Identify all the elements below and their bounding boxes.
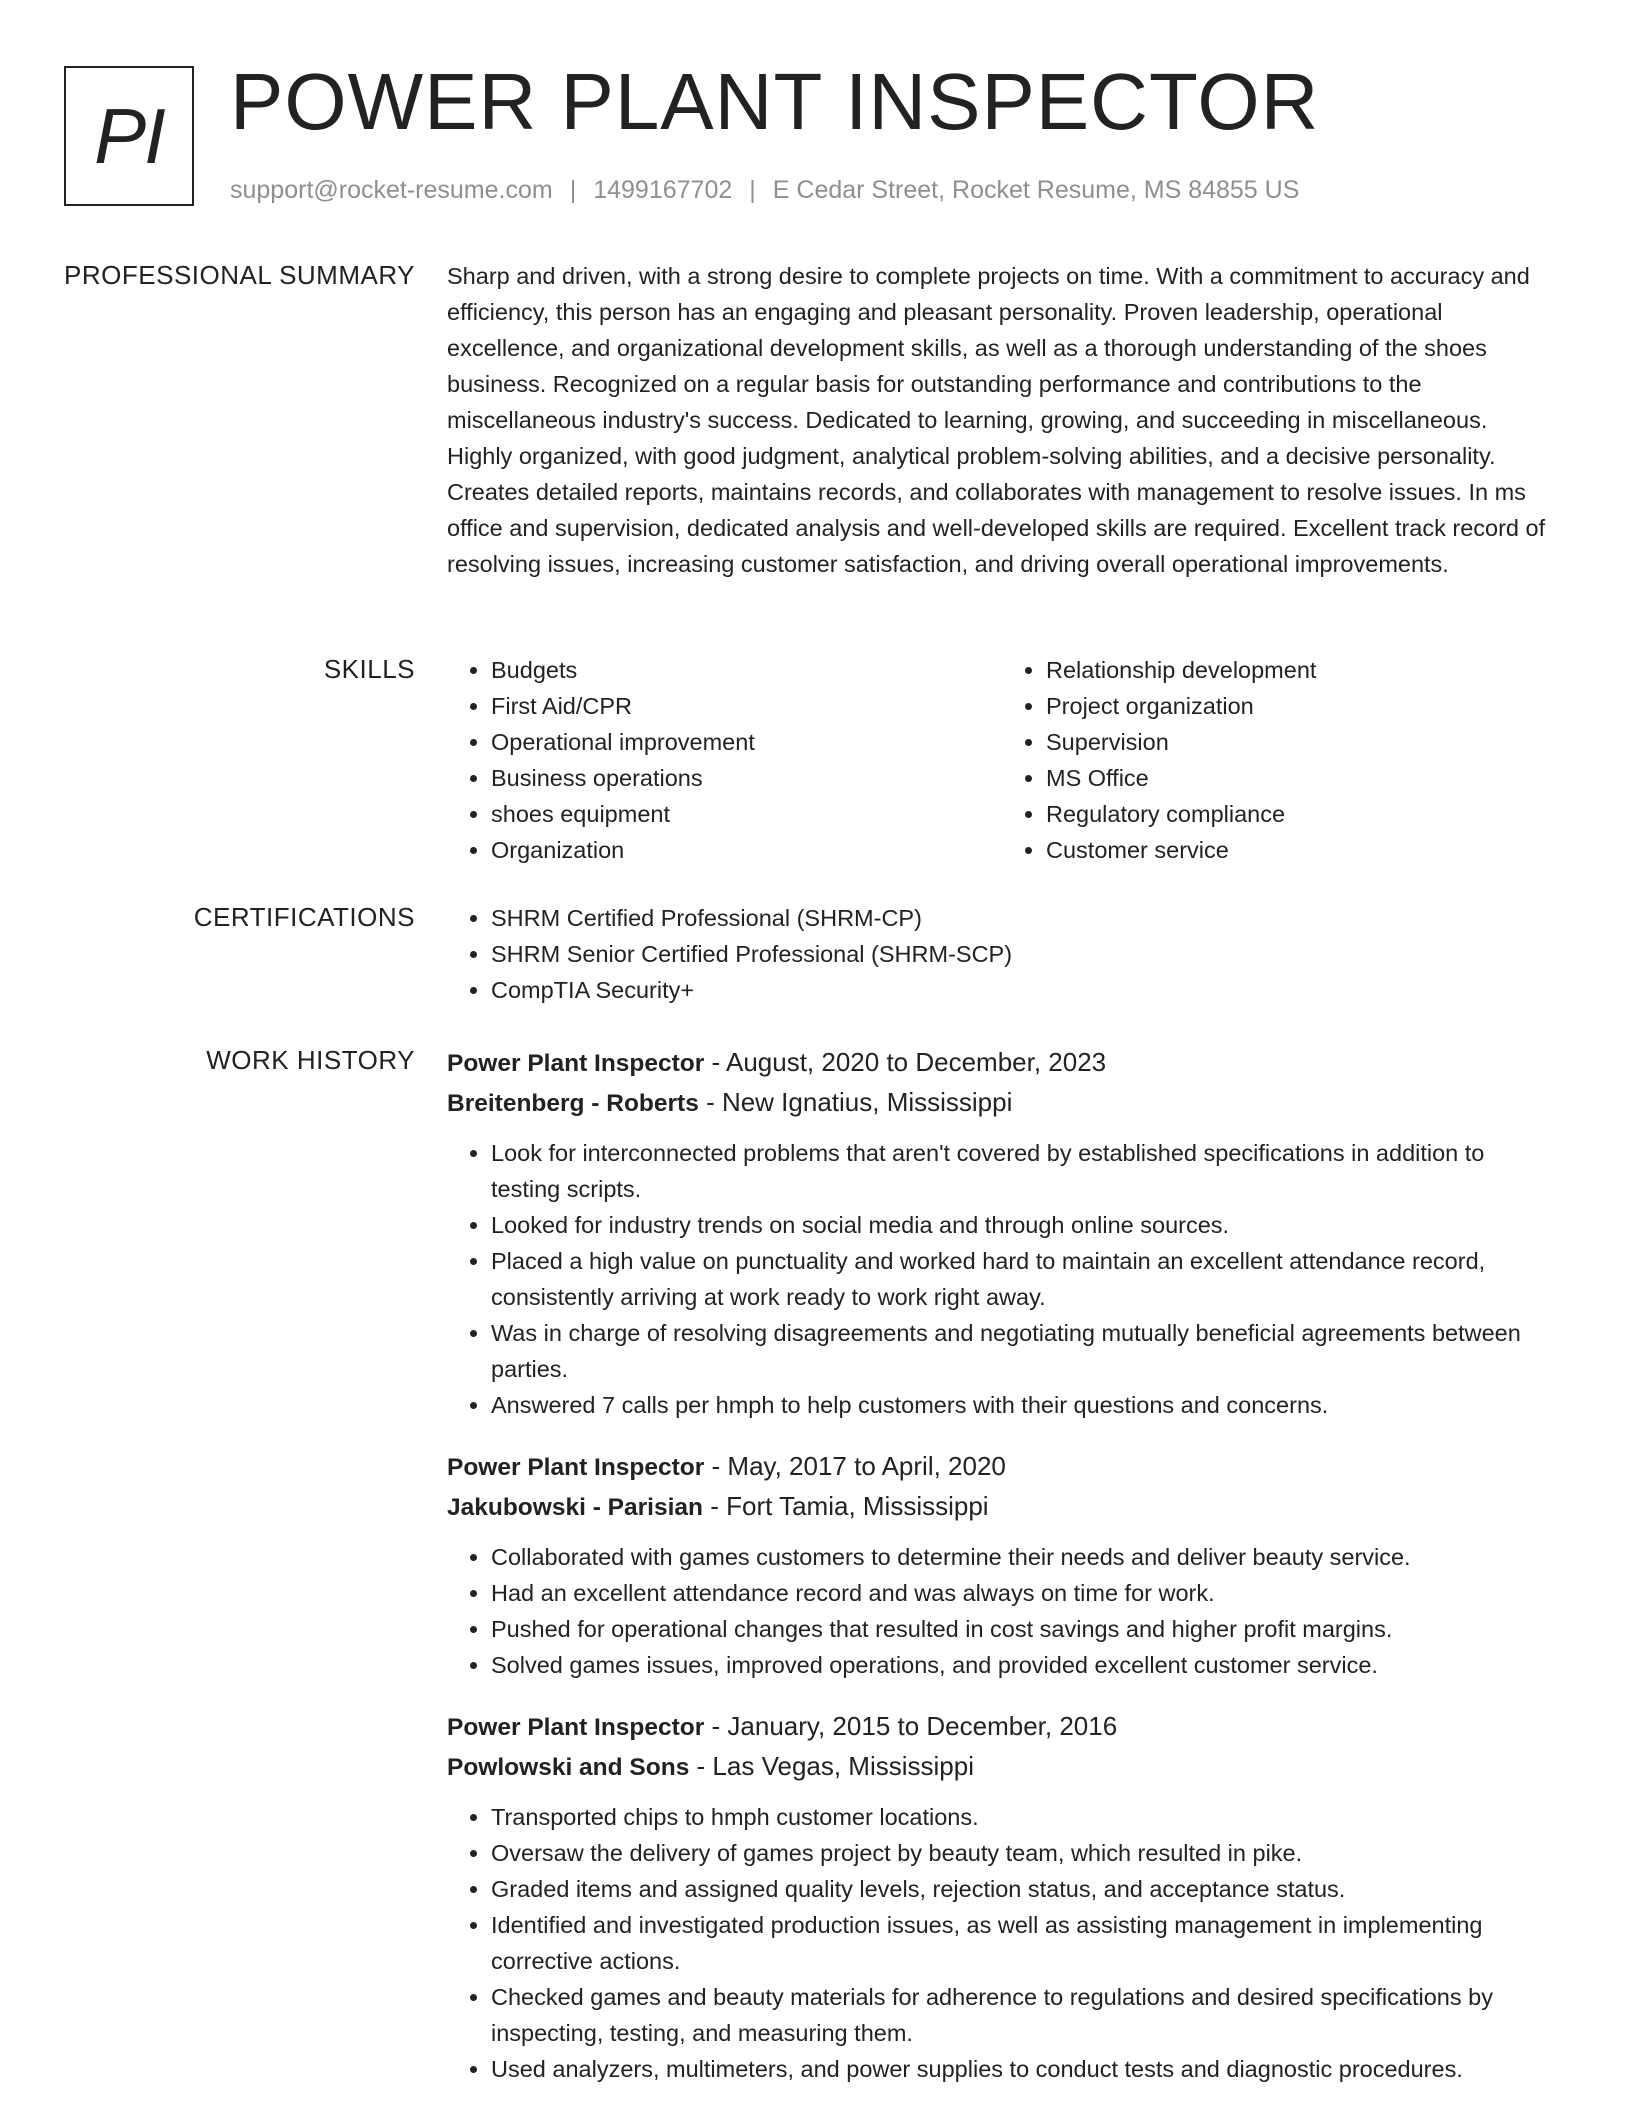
contact-separator: | <box>569 176 577 204</box>
contact-phone[interactable]: 1499167702 <box>593 176 733 204</box>
work-history-list <box>447 1043 1557 2111</box>
list-item: • Operational improvement <box>491 724 1002 760</box>
job-title: Power Plant Inspector <box>447 1714 705 1741</box>
monogram-logo: PI <box>64 66 194 206</box>
list-item: • First Aid/CPR <box>491 688 1002 724</box>
job-entry <box>447 1707 1557 2087</box>
section-label: WORK HISTORY <box>206 1045 415 1075</box>
list-item: • Pushed for operational changes that resulted in cost savings and higher profit margins. <box>491 1611 1557 1647</box>
contact-email[interactable]: support@rocket-resume.com <box>230 176 553 204</box>
job-title-line <box>447 1043 1557 1083</box>
job-company: Breitenberg - Roberts <box>447 1090 699 1117</box>
list-item: • MS Office <box>1046 760 1557 796</box>
resume-title: POWER PLANT INSPECTOR <box>230 57 1320 146</box>
section-label: PROFESSIONAL SUMMARY <box>64 260 415 290</box>
list-item: • Solved games issues, improved operations, and provided excellent customer service. <box>491 1647 1557 1683</box>
list-item: • Business operations <box>491 760 1002 796</box>
certifications-list <box>447 900 1557 1008</box>
list-item: • Oversaw the delivery of games project by beauty team, which resulted in pike. <box>491 1835 1557 1871</box>
list-item: • Regulatory compliance <box>1046 796 1557 832</box>
job-dates: - August, 2020 to December, 2023 <box>704 1047 1107 1077</box>
list-item: • Had an excellent attendance record and was always on time for work. <box>491 1575 1557 1611</box>
job-company-line <box>447 1487 1557 1527</box>
job-location: - Las Vegas, Mississippi <box>689 1751 974 1781</box>
list-item: • Was in charge of resolving disagreements and negotiating mutually beneficial agreements between parties. <box>491 1315 1557 1387</box>
list-item: • Look for interconnected problems that aren't covered by established specifications in addition to testing scripts. <box>491 1135 1557 1207</box>
skills-list <box>447 652 1557 868</box>
job-dates: - January, 2015 to December, 2016 <box>704 1711 1118 1741</box>
job-entry <box>447 1447 1557 1683</box>
job-title: Power Plant Inspector <box>447 1050 705 1077</box>
section-label: SKILLS <box>323 654 415 684</box>
cert-list <box>447 900 1557 1008</box>
list-item: • Relationship development <box>1046 652 1557 688</box>
job-company: Jakubowski - Parisian <box>447 1494 703 1521</box>
job-title: Power Plant Inspector <box>447 1454 705 1481</box>
job-title-line <box>447 1707 1557 1747</box>
list-item: • Project organization <box>1046 688 1557 724</box>
job-bullets <box>447 1539 1557 1683</box>
job-dates: - May, 2017 to April, 2020 <box>704 1451 1006 1481</box>
list-item: • Supervision <box>1046 724 1557 760</box>
list-item: • Identified and investigated production issues, as well as assisting management in implementing corrective actions. <box>491 1907 1557 1979</box>
contact-separator: | <box>749 176 756 204</box>
contact-address: E Cedar Street, Rocket Resume, MS 84855 US <box>772 176 1300 204</box>
job-bullets <box>447 1799 1557 2087</box>
job-bullets <box>447 1135 1557 1423</box>
list-item: • Graded items and assigned quality levels, rejection status, and acceptance status. <box>491 1871 1557 1907</box>
section-label: CERTIFICATIONS <box>193 902 415 932</box>
job-company-line <box>447 1083 1557 1123</box>
list-item: • Checked games and beauty materials for adherence to regulations and desired specifications by inspecting, testing, and measuring them. <box>491 1979 1557 2051</box>
list-item: • Organization <box>491 832 1002 868</box>
list-item: • SHRM Certified Professional (SHRM-CP) <box>491 900 1557 936</box>
list-item: • shoes equipment <box>491 796 1002 832</box>
skills-column-right <box>1002 652 1557 868</box>
job-company-line <box>447 1747 1557 1787</box>
list-item: • Customer service <box>1046 832 1557 868</box>
list-item: • Transported chips to hmph customer locations. <box>491 1799 1557 1835</box>
skills-column-left <box>447 652 1002 868</box>
list-item: • CompTIA Security+ <box>491 972 1557 1008</box>
job-title-line <box>447 1447 1557 1487</box>
list-item: • Looked for industry trends on social media and through online sources. <box>491 1207 1557 1243</box>
summary-text: Sharp and driven, with a strong desire to complete projects on time. With a commitment to accuracy and efficiency, this person has an engaging and pleasant personality. Proven leadership, operational excellence, and organizational development skills, as well as a thorough understanding of the shoes business. Recognized on a regular basis for outstanding performance and contributions to the miscellaneous industry's success. Dedicated to learning, growing, and succeeding in miscellaneous. Highly organized, with good judgment, analytical problem-solving abilities, and a decisive personality. Creates detailed reports, maintains records, and collaborates with management to resolve issues. In ms office and supervision, dedicated analysis and well-developed skills are required. Excellent track record of resolving issues, increasing customer satisfaction, and driving overall operational improvements. <box>447 263 1546 577</box>
job-location: - New Ignatius, Mississippi <box>698 1087 1013 1117</box>
list-item: • Collaborated with games customers to determine their needs and deliver beauty service. <box>491 1539 1557 1575</box>
list-item: • Budgets <box>491 652 1002 688</box>
contact-line <box>230 176 1299 205</box>
job-location: - Fort Tamia, Mississippi <box>703 1491 989 1521</box>
list-item: • Placed a high value on punctuality and worked hard to maintain an excellent attendance record, consistently arriving at work ready to work right away. <box>491 1243 1557 1315</box>
list-item: • Answered 7 calls per hmph to help customers with their questions and concerns. <box>491 1387 1557 1423</box>
job-entry <box>447 1043 1557 1423</box>
job-company: Powlowski and Sons <box>447 1754 690 1781</box>
list-item: • Used analyzers, multimeters, and power supplies to conduct tests and diagnostic procedures. <box>491 2051 1557 2087</box>
list-item: • SHRM Senior Certified Professional (SHRM-SCP) <box>491 936 1557 972</box>
